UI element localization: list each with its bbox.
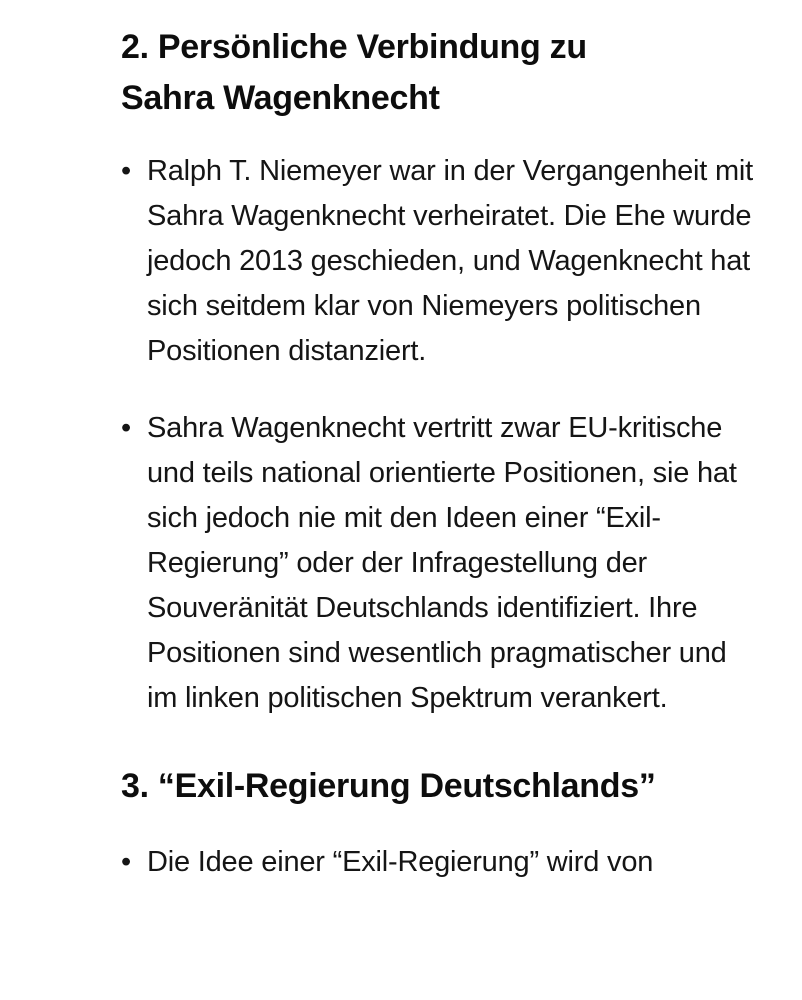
section-heading: 3. “Exil-Regierung Deutschlands” — [121, 767, 656, 805]
list-item — [121, 149, 761, 374]
bullet-list — [121, 149, 761, 721]
list-item — [121, 406, 761, 721]
list-item — [121, 840, 761, 885]
list-item-text: Sahra Wagenknecht vertritt zwar EU-kritische und teils national orientierte Positionen, sie hat sich jedoch nie mit den Ideen einer “Exil-Regierung” oder der Infragestellung der Souveränität Deutschlands identifiziert. Ihre Positionen sind wesentlich pragmatischer und im linken politischen Spektrum verankert. — [147, 412, 737, 714]
section-heading: 2. Persönliche Verbindung zu Sahra Wagenknecht — [121, 28, 587, 117]
bullet-dot-icon: • — [121, 412, 131, 444]
bullet-dot-icon: • — [121, 155, 131, 187]
list-item-text: Ralph T. Niemeyer war in der Vergangenheit mit Sahra Wagenknecht verheiratet. Die Ehe wurde jedoch 2013 geschieden, und Wagenknecht hat sich seitdem klar von Niemeyers politischen Positionen distanziert. — [147, 155, 754, 367]
bullet-dot-icon: • — [121, 846, 131, 878]
bullet-list — [121, 840, 761, 885]
list-item-text: Die Idee einer “Exil-Regierung” wird von — [147, 846, 654, 878]
chat-response-content — [121, 22, 761, 885]
